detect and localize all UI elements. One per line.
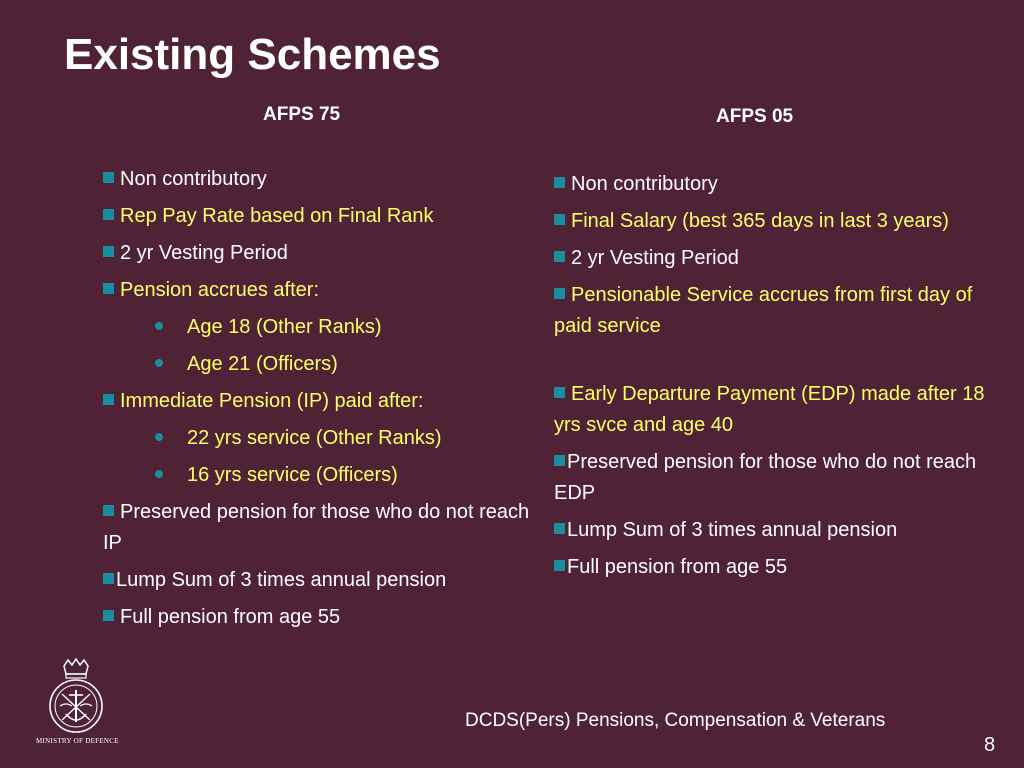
logo-caption: MINISTRY OF DEFENCE [36,737,119,745]
spacer [554,348,994,379]
square-bullet-icon [554,523,565,534]
square-bullet-icon [554,560,565,571]
ministry-of-defence-crest-icon [36,658,116,748]
square-bullet-icon [554,214,565,225]
page-number: 8 [984,734,996,756]
afps75-list [103,164,543,639]
list-item: 2 yr Vesting Period [103,238,543,269]
round-bullet-icon [155,433,163,441]
square-bullet-icon [103,394,114,405]
column-heading-afps75: AFPS 75 [263,104,341,125]
square-bullet-icon [103,505,114,516]
square-bullet-icon [103,209,114,220]
list-item: Full pension from age 55 [554,552,994,583]
slide-title: Existing Schemes [64,30,441,79]
list-item: Full pension from age 55 [103,602,543,633]
square-bullet-icon [103,283,114,294]
square-bullet-icon [554,251,565,262]
list-item: Early Departure Payment (EDP) made after 18 yrs svce and age 40 [554,383,985,436]
list-item: Immediate Pension (IP) paid after: [103,386,543,417]
round-bullet-icon [155,322,163,330]
square-bullet-icon [554,387,565,398]
list-item: Lump Sum of 3 times annual pension [103,565,543,596]
list-item: Pension accrues after: [103,275,543,306]
list-item: Preserved pension for those who do not reach EDP [554,451,977,504]
square-bullet-icon [103,573,114,584]
square-bullet-icon [554,177,565,188]
round-bullet-icon [155,470,163,478]
square-bullet-icon [103,172,114,183]
sub-list-item: Age 18 (Other Ranks) [103,312,543,343]
square-bullet-icon [103,610,114,621]
afps05-list [554,169,994,589]
round-bullet-icon [155,359,163,367]
list-item: Preserved pension for those who do not reach IP [103,501,530,554]
sub-list-item: 16 yrs service (Officers) [103,460,543,491]
square-bullet-icon [554,288,565,299]
list-item: 2 yr Vesting Period [554,243,994,274]
sub-list-item: 22 yrs service (Other Ranks) [103,423,543,454]
column-heading-afps05: AFPS 05 [716,106,794,127]
square-bullet-icon [103,246,114,257]
list-item: Lump Sum of 3 times annual pension [554,515,994,546]
list-item: Final Salary (best 365 days in last 3 years) [554,206,994,237]
square-bullet-icon [554,455,565,466]
list-item: Rep Pay Rate based on Final Rank [103,201,543,232]
slide-footer: DCDS(Pers) Pensions, Compensation & Veterans [465,710,886,731]
sub-list-item: Age 21 (Officers) [103,349,543,380]
list-item: Non contributory [103,164,543,195]
list-item: Pensionable Service accrues from first day of paid service [554,284,973,337]
list-item: Non contributory [554,169,994,200]
